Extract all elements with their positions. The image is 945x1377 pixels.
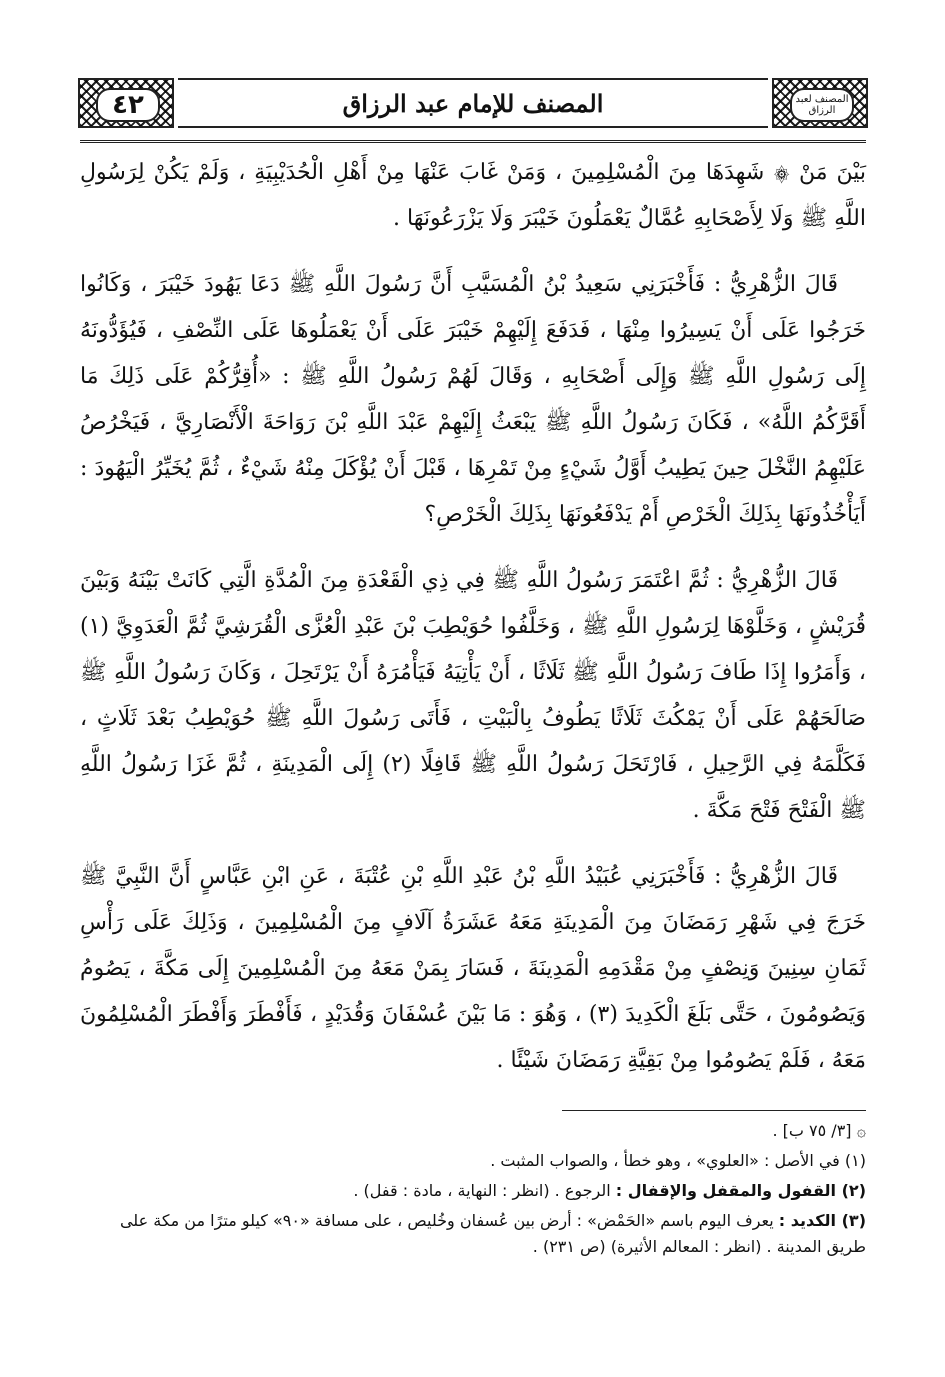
main-text — [80, 150, 866, 1104]
footnote-3-text: يعرف اليوم باسم «الحَمْض» : أرض بين عُسفان وخُليص ، على مسافة «٩٠» كيلو مترًا من مكة على طريق المدينة . (انظر : المعالم الأثيرة) (ص ٢٣١) . — [119, 1211, 866, 1256]
footnote-3-term: (٣) الكديد : — [778, 1211, 866, 1230]
footnotes — [80, 1118, 866, 1264]
paragraph-2: قَالَ الزُّهْرِيُّ : فَأَخْبَرَنِي سَعِيدُ بْنُ الْمُسَيَّبِ أَنَّ رَسُولَ اللَّهِ ﷺ دَعَا يَهُودَ خَيْبَرَ ، وَكَانُوا خَرَجُوا عَلَى أَنْ يَسِيرُوا مِنْهَا ، فَدَفَعَ إِلَيْهِمْ خَيْبَرَ عَلَى أَنْ يَعْمَلُوهَا عَلَى النِّصْفِ ، فَيُؤَدُّونَهُ إِلَى رَسُولِ اللَّهِ ﷺ وَإِلَى أَصْحَابِهِ ، وَقَالَ لَهُمْ رَسُولُ اللَّهِ ﷺ : «أُقِرُّكُمْ عَلَى ذَلِكَ مَا أَقَرَّكُمُ اللَّهُ» ، فَكَانَ رَسُولُ اللَّهِ ﷺ يَبْعَثُ إِلَيْهِمْ عَبْدَ اللَّهِ بْنَ رَوَاحَةَ الْأَنْصَارِيَّ ، فَيَخْرُصُ عَلَيْهِمُ النَّخْلَ حِينَ يَطِيبُ أَوَّلُ شَيْءٍ مِنْ تَمْرِهَا ، قَبْلَ أَنْ يُؤْكَلَ مِنْهُ شَيْءٌ ، ثُمَّ يُخَيِّرُ الْيَهُودَ : أَيَأْخُذُونَهَا بِذَلِكَ الْخَرْصِ أَمْ يَدْفَعُونَهَا بِذَلِكَ الْخَرْصِ؟ — [80, 272, 866, 527]
book-emblem-ornament — [772, 78, 868, 128]
running-title: المصنف للإمام عبد الرزاق — [342, 88, 604, 118]
header-rule — [80, 140, 866, 143]
footnote-2-text: الرجوع . (انظر : النهاية ، مادة : قفل) . — [353, 1181, 616, 1200]
paragraph-1: بَيْنَ مَنْ ۞ شَهِدَهَا مِنَ الْمُسْلِمِينَ ، وَمَنْ غَابَ عَنْهَا مِنْ أَهْلِ الْحُدَيْبِيَةِ ، وَلَمْ يَكُنْ لِرَسُولِ اللَّهِ ﷺ وَلَا لِأَصْحَابِهِ عُمَّالٌ يَعْمَلُونَ خَيْبَرَ وَلَا يَزْرَعُونَهَا . — [80, 160, 866, 231]
manuscript-reference: ۞ [٣/ ٧٥ ب] . — [772, 1121, 866, 1140]
page-number: ٤٢ — [112, 89, 144, 120]
page-header — [78, 78, 868, 128]
page-number-ornament — [78, 78, 174, 128]
footnote-3 — [80, 1208, 866, 1260]
paragraph-4: قَالَ الزُّهْرِيُّ : فَأَخْبَرَنِي عُبَيْدُ اللَّهِ بْنُ عَبْدِ اللَّهِ بْنِ عُتْبَةَ ، عَنِ ابْنِ عَبَّاسٍ أَنَّ النَّبِيَّ ﷺ خَرَجَ فِي شَهْرِ رَمَضَانَ مِنَ الْمَدِينَةِ مَعَهُ عَشَرَةُ آلَافٍ مِنَ الْمُسْلِمِينَ ، وَذَلِكَ عَلَى رَأْسِ ثَمَانِ سِنِينَ وَنِصْفٍ مِنْ مَقْدَمِهِ الْمَدِينَةَ ، فَسَارَ بِمَنْ مَعَهُ مِنَ الْمُسْلِمِينَ إِلَى مَكَّةَ ، يَصُومُ وَيَصُومُونَ ، حَتَّى بَلَغَ الْكَدِيدَ (٣) ، وَهُوَ : مَا بَيْنَ عُسْفَانَ وَقُدَيْدٍ ، فَأَفْطَرَ وَأَفْطَرَ الْمُسْلِمُونَ مَعَهُ ، فَلَمْ يَصُومُوا مِنْ بَقِيَّةِ رَمَضَانَ شَيْئًا . — [80, 864, 866, 1073]
footnote-2-term: (٢) القفول والمقفل والإقفال : — [615, 1181, 866, 1200]
footnote-2 — [80, 1178, 866, 1204]
footnote-1: (١) في الأصل : «العلوي» ، وهو خطأ ، والصواب المثبت . — [490, 1151, 866, 1170]
paragraph-3: قَالَ الزُّهْرِيُّ : ثُمَّ اعْتَمَرَ رَسُولُ اللَّهِ ﷺ فِي ذِي الْقَعْدَةِ مِنَ الْمُدَّةِ الَّتِي كَانَتْ بَيْنَهُ وَبَيْنَ قُرَيْشٍ ، وَخَلَّوْهَا لِرَسُولِ اللَّهِ ﷺ ، وَخَلَّفُوا حُوَيْطِبَ بْنَ عَبْدِ الْعُزَّى الْقُرَشِيَّ ثُمَّ الْعَدَوِيَّ (١) ، وَأَمَرُوا إِذَا طَافَ رَسُولُ اللَّهِ ﷺ ثَلَاثًا ، أَنْ يَأْتِيَهُ فَيَأْمُرَهُ أَنْ يَرْتَحِلَ ، وَكَانَ رَسُولُ اللَّهِ ﷺ صَالَحَهُمْ عَلَى أَنْ يَمْكُثَ ثَلَاثًا يَطُوفُ بِالْبَيْتِ ، فَأَتَى رَسُولَ اللَّهِ ﷺ حُوَيْطِبُ بَعْدَ ثَلَاثٍ ، فَكَلَّمَهُ فِي الرَّحِيلِ ، فَارْتَحَلَ رَسُولُ اللَّهِ ﷺ قَافِلًا (٢) إِلَى الْمَدِينَةِ ، ثُمَّ غَزَا رَسُولُ اللَّهِ ﷺ الْفَتْحَ فَتْحَ مَكَّةَ . — [80, 568, 866, 823]
book-emblem: المصنف لعبد الرزاق — [790, 88, 854, 122]
running-title-band — [178, 78, 768, 128]
footnote-separator — [562, 1110, 866, 1111]
